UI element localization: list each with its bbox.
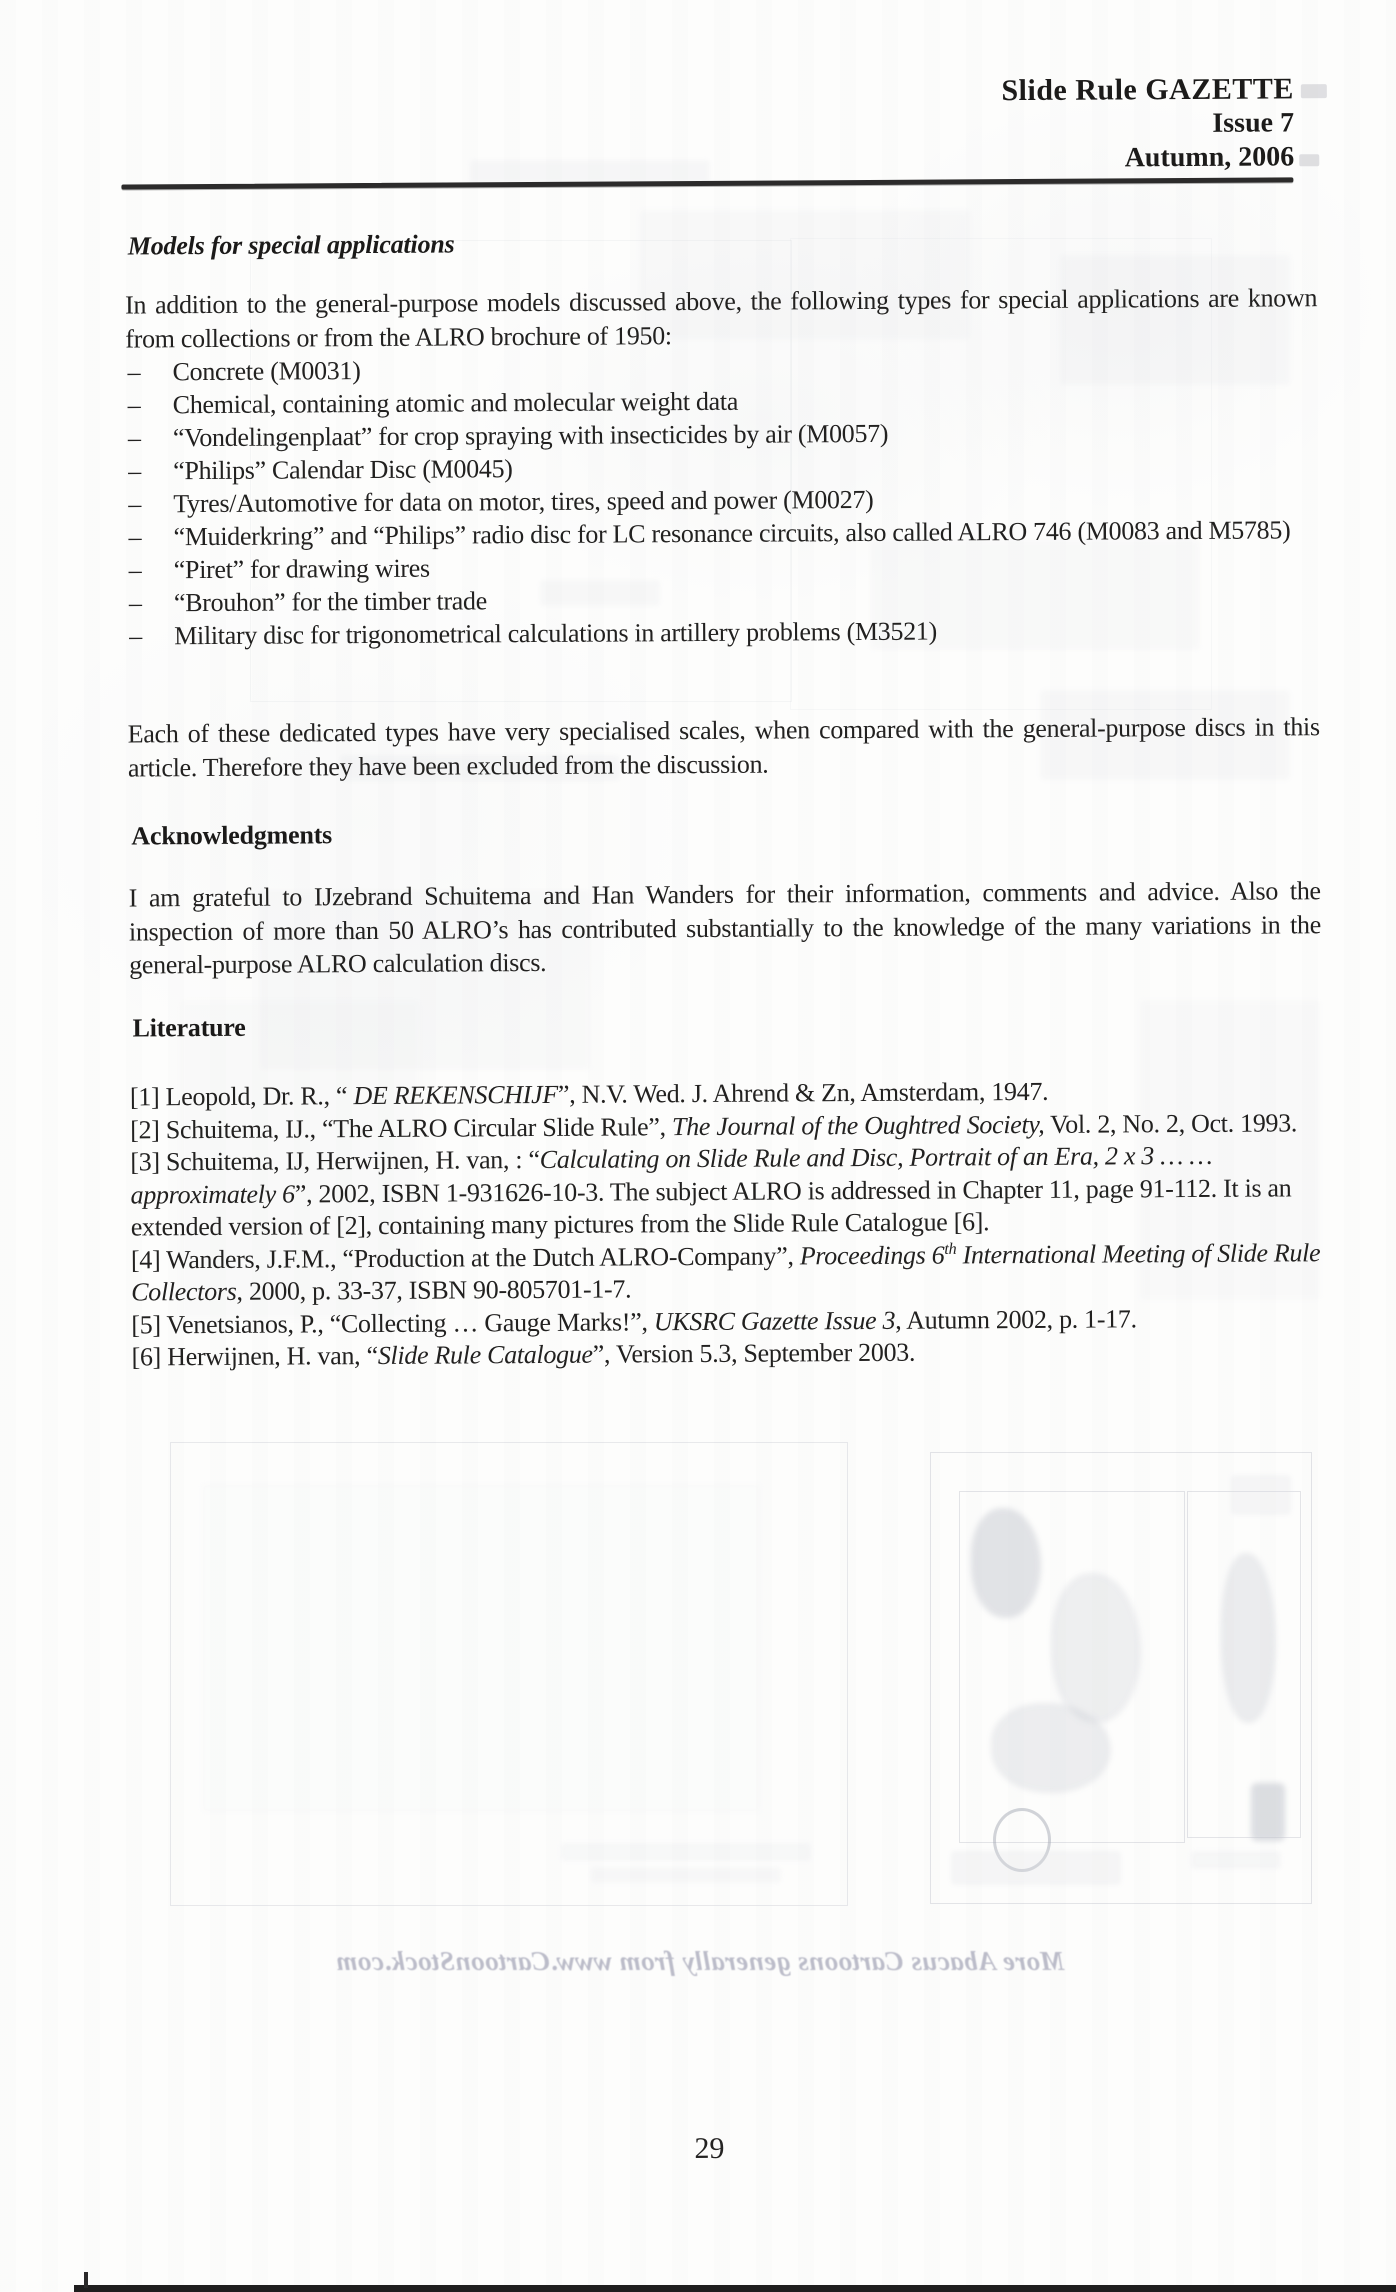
scan-artifact <box>84 2272 88 2288</box>
list-item: – “Brouhon” for the timber trade <box>127 579 1295 619</box>
section-heading-models: Models for special applications <box>127 229 455 261</box>
scan-artifact <box>1299 154 1319 166</box>
list-item: – Concrete (M0031) <box>125 348 1293 388</box>
list-item: – “Piret” for drawing wires <box>127 546 1295 586</box>
acknowledgments-paragraph: I am grateful to IJzebrand Schuitema and Han Wanders for their information, comments and advice. Also the inspection of more than 50 ALRO’s has contributed substantially to the knowledge of the many variations in the general-purpose ALRO calculation discs. <box>128 876 1322 980</box>
section-heading-acknowledgments: Acknowledgments <box>131 820 333 851</box>
section-heading-literature: Literature <box>132 1012 246 1043</box>
reference-entry: [4] Wanders, J.F.M., “Production at the Dutch ALRO-Company”, Proceedings 6th International Meeting of Slide Rule Collectors, 2000, p. 33-37, ISBN 90-805701-1-7. <box>130 1237 1321 1307</box>
models-intro-paragraph: In addition to the general-purpose models discussed above, the following types for special applications are known from collections or from the ALRO brochure of 1950: <box>125 283 1318 353</box>
page-number: 29 <box>694 2131 725 2166</box>
list-item: – Military disc for trigonometrical calculations in artillery problems (M3521) <box>127 612 1295 652</box>
gazette-issue: Issue 7 <box>1212 107 1295 139</box>
masthead <box>1001 72 1294 176</box>
list-item: – “Vondelingenplaat” for crop spraying with insecticides by air (M0057) <box>126 414 1294 454</box>
reference-entry: [2] Schuitema, IJ., “The ALRO Circular Slide Rule”, The Journal of the Oughtred Society, Vol. 2, No. 2, Oct. 1993. <box>130 1107 1298 1144</box>
gazette-title: Slide Rule GAZETTE <box>1001 72 1294 108</box>
gazette-date: Autumn, 2006 <box>1124 141 1295 174</box>
scan-edge-bar <box>74 2285 1396 2292</box>
reference-entry: [5] Venetsianos, P., “Collecting … Gauge Marks!”, UKSRC Gazette Issue 3, Autumn 2002, p. 1-17. <box>131 1303 1137 1339</box>
reference-entry: [1] Leopold, Dr. R., “ DE REKENSCHIJF”, N.V. Wed. J. Ahrend & Zn, Amsterdam, 1947. <box>129 1076 1049 1112</box>
list-item: – “Muiderkring” and “Philips” radio disc for LC resonance circuits, also called ALRO 746 (M0083 and M5785) <box>126 513 1294 553</box>
list-item: – Tyres/Automotive for data on motor, tires, speed and power (M0027) <box>126 480 1294 520</box>
list-item: – “Philips” Calendar Disc (M0045) <box>126 447 1294 487</box>
models-list <box>125 348 1295 652</box>
reference-entry: [6] Herwijnen, H. van, “Slide Rule Catalogue”, Version 5.3, September 2003. <box>131 1337 916 1372</box>
bleed-through-mirrored-caption: More Abacus Cartoons generally from www.CartoonStock.com <box>335 1946 1065 1976</box>
superscript-th: th <box>944 1240 957 1258</box>
models-closing-paragraph: Each of these dedicated types have very specialised scales, when compared with the general-purpose discs in this article. Therefore they have been excluded from the discussion. <box>127 712 1320 782</box>
list-item: – Chemical, containing atomic and molecular weight data <box>126 381 1294 421</box>
literature-references <box>130 1074 1350 1374</box>
scan-artifact <box>1301 84 1327 98</box>
reference-entry: [3] Schuitema, IJ, Herwijnen, H. van, : “Calculating on Slide Rule and Disc, Portrait of an Era, 2 x 3 … … approximately 6”, 2002, ISBN 1-931626-10-3. The subject ALRO is addressed in Chapter 11, page 91-112. It is an extended version of [2], containing many pictures from the Slide Rule Catalogue [6]. <box>130 1140 1292 1242</box>
header-rule <box>121 177 1293 189</box>
